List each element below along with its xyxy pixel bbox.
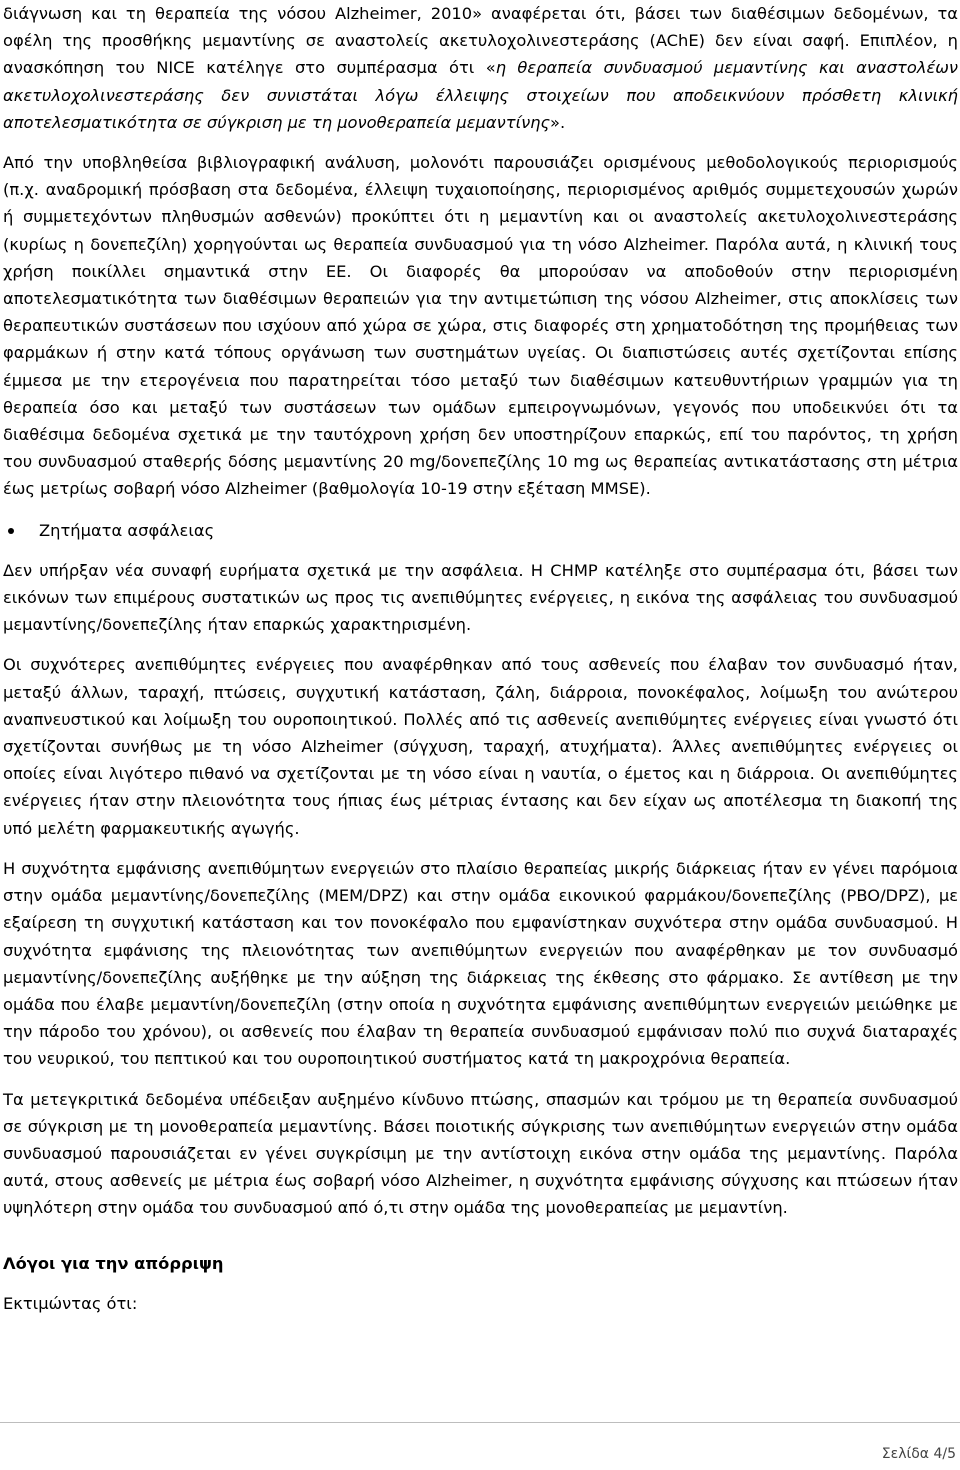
bullet-icon [8, 528, 14, 534]
paragraph-adverse-frequency: Η συχνότητα εμφάνισης ανεπιθύμητων ενεργειών στο πλαίσιο θεραπείας μικρής διάρκειας ήταν εν γένει παρόμοια στην ομάδα μεμαντίνης/δονεπεζίλης (MEM/DPZ) και στην ομάδα εικονικού φαρμάκου/δονεπεζίλης (PBO/DPZ), με εξαίρεση τη συγχυτική κατάσταση και τον πονοκέφαλο που εμφανίστηκαν συχνότερα στην ομάδα συνδυασμού. Η συχνότητα εμφάνισης της πλειονότητας των ανεπιθύμητων ενεργειών που αναφέρθηκαν με τον συνδυασμό μεμαντίνης/δονεπεζίλης αυξήθηκε με την αύξηση της διάρκειας της έκθεσης στο φάρμακο. Σε αντίθεση με την ομάδα που έλαβε μεμαντίνη/δονεπεζίλη (στην οποία η συχνότητα εμφάνισης ανεπιθύμητων ενεργειών μειώθηκε με την πάροδο του χρόνου), οι ασθενείς που έλαβαν τη θεραπεία συνδυασμού εμφάνισαν πολύ πιο συχνά διαταραχές του νευρικού, του πεπτικού και του ουροποιητικού συστήματος κατά τη μακροχρόνια θεραπεία. [3, 858, 958, 1069]
bullet-item-safety [3, 517, 958, 544]
paragraph-postmarketing-data: Τα μετεγκριτικά δεδομένα υπέδειξαν αυξημένο κίνδυνο πτώσης, σπασμών και τρόμου με τη θεραπεία συνδυασμού σε σύγκριση με τη μονοθεραπεία μεμαντίνης. Βάσει ποιοτικής σύγκρισης των ανεπιθύμητων ενεργειών στην ομάδα συνδυασμού παρουσιάζεται εν γένει συγκρίσιμη με την αντίστοιχη εικόνα στην ομάδα της μεμαντίνης. Παρόλα αυτά, στους ασθενείς με μέτρια έως σοβαρή νόσο Alzheimer, η συχνότητα εμφάνισης σύγχυσης και πτώσεων ήταν υψηλότερη στην ομάδα του συνδυασμού από ό,τι στην ομάδα της μονοθεραπείας με μεμαντίνη. [3, 1089, 958, 1218]
paragraph-text: ». [550, 112, 566, 132]
document-body [3, 0, 958, 1317]
paragraph-safety-findings: Δεν υπήρξαν νέα συναφή ευρήματα σχετικά με την ασφάλεια. Η CHMP κατέληξε στο συμπέρασμα ότι, βάσει των εικόνων των επιμέρους συστατικών ως προς τις ανεπιθύμητες ενέργειες, η εικόνα της ασφάλειας του συνδυασμού μεμαντίνης/δονεπεζίλης ήταν επαρκώς χαρακτηρισμένη. [3, 560, 958, 635]
paragraph-text: διάγνωση και τη θεραπεία της νόσου Alzheimer, 2010» αναφέρεται ότι, βάσει των διαθέσιμων δεδομένων, τα οφέλη της προσθήκης μεμαντίνης σε αναστολείς ακετυλοχολινεστεράσης (AChE) δεν είναι σαφή. Επιπλέον, η ανασκόπηση του NICE κατέληγε στο συμπέρασμα ότι « [3, 4, 958, 78]
bullet-label: Ζητήματα ασφάλειας [39, 520, 215, 540]
section-heading-refusal: Λόγοι για την απόρριψη [3, 1253, 224, 1273]
footer-divider [0, 1422, 960, 1423]
nice-quote-italic: η θεραπεία συνδυασμού μεμαντίνης και αναστολέων ακετυλοχολινεστεράσης δεν συνιστάται λόγω έλλειψης στοιχείων που αποδεικνύουν πρόσθετη κλινική αποτελεσματικότητα σε σύγκριση με τη μονοθεραπεία μεμαντίνης [3, 58, 958, 132]
page-number: Σελίδα 4/5 [881, 1446, 956, 1462]
paragraph-common-adverse-reactions: Οι συχνότερες ανεπιθύμητες ενέργειες που αναφέρθηκαν από τους ασθενείς που έλαβαν τον συνδυασμό ήταν, μεταξύ άλλων, ταραχή, πτώσεις, συγχυτική κατάσταση, ζάλη, διάρροια, πονοκέφαλος, λοίμωξη του ανώτερου αναπνευστικού και λοίμωξη του ουροποιητικού. Πολλές από τις ασθενείς ανεπιθύμητες ενέργειες είναι γνωστό ότι σχετίζονται συνήθως με τη νόσο Alzheimer (σύγχυση, ταραχή, ατυχήματα). Άλλες ανεπιθύμητες ενέργειες οι οποίες είναι λιγότερο πιθανό να σχετίζονται με τη νόσο είναι η ναυτία, ο έμετος και η διάρροια. Οι ανεπιθύμητες ενέργειες ήταν στην πλειονότητα τους ήπιας έως μέτριας έντασης και δεν είχαν ως αποτέλεσμα τη διακοπή της υπό μελέτη φαρμακευτικής αγωγής. [3, 655, 958, 838]
paragraph-literature-analysis: Από την υποβληθείσα βιβλιογραφική ανάλυση, μολονότι παρουσιάζει ορισμένους μεθοδολογικούς περιορισμούς (π.χ. αναδρομική πρόσβαση στα δεδομένα, έλλειψη τυχαιοποίησης, περιορισμένος αριθμός συμμετεχουσών χωρών ή συμμετεχόντων πληθυσμών ασθενών) προκύπτει ότι η μεμαντίνη και οι αναστολείς ακετυλοχολινεστεράσης (κυρίως η δονεπεζίλη) χορηγούνται ως θεραπεία συνδυασμού για τη νόσο Alzheimer. Παρόλα αυτά, η κλινική τους χρήση ποικίλλει σημαντικά στην ΕΕ. Οι διαφορές θα μπορούσαν να αποδοθούν στην περιορισμένη αποτελεσματικότητα των διαθέσιμων θεραπειών για την αντιμετώπιση της νόσου Alzheimer, στις αποκλίσεις των θεραπευτικών συστάσεων που ισχύουν από χώρα σε χώρα, στις διαφορές στη χρηματοδότηση της προμήθειας των φαρμάκων ή στην κατά τόπους οργάνωση των συστημάτων υγείας. Οι διαπιστώσεις αυτές σχετίζονται επίσης έμμεσα με την ετερογένεια που παρατηρείται τόσο μεταξύ των διαθέσιμων κατευθυντήριων γραμμών για τη θεραπεία όσο και μεταξύ των συστάσεων των ομάδων εμπειρογνωμόνων, γεγονός που υποδεικνύει ότι τα διαθέσιμα δεδομένα σχετικά με την ταυτόχρονη χρήση δεν υποστηρίζουν επαρκώς, επί του παρόντος, τη χρήση του συνδυασμού σταθερής δόσης μεμαντίνης 20 mg/δονεπεζίλης 10 mg ως θεραπείας αντικατάστασης στη μέτρια έως μετρίως σοβαρή νόσο Alzheimer (βαθμολογία 10-19 στην εξέταση MMSE). [3, 153, 958, 499]
whereas-label: Εκτιμώντας ότι: [3, 1293, 138, 1313]
paragraph-nice-review [3, 0, 958, 136]
